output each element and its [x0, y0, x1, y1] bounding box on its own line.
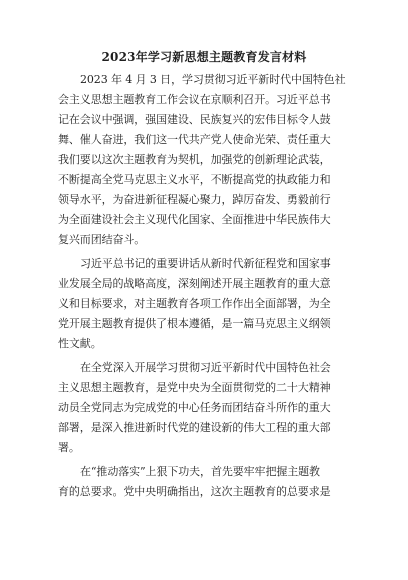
text-line: 2023 年 4 月 3 日，学习贯彻习近平新时代中国特色社 [80, 73, 346, 86]
text-line: 领导水平，为奋进新征程凝心聚力，踔厉奋发、勇毅前行 [58, 193, 331, 206]
paragraph-4 [58, 462, 346, 502]
text-line: 义和目标要求，对主题教育各项工作作出全面部署，为全 [58, 297, 331, 310]
paragraph-3 [58, 358, 346, 458]
text-line: 性文献。 [58, 337, 102, 350]
text-line: 不断提高全党马克思主义水平，不断提高党的执政能力和 [58, 173, 331, 186]
text-line: 党开展主题教育提供了根本遵循，是一篇马克思主义纲领 [58, 317, 331, 330]
text-line: 会主义思想主题教育工作会议在京顺利召开。习近平总书 [58, 93, 331, 106]
text-line: 舞、催人奋进，我们这一代共产党人使命光荣、责任重大 [58, 133, 331, 146]
text-line: 复兴而团结奋斗。 [58, 233, 146, 246]
text-line: 习近平总书记的重要讲话从新时代新征程党和国家事 [80, 257, 331, 270]
text-line: 署。 [58, 441, 80, 454]
text-line: 为全面建设社会主义现代化国家、全面推进中华民族伟大 [58, 213, 331, 226]
text-line: 动员全党同志为完成党的中心任务而团结奋斗所作的重大 [58, 401, 331, 414]
paragraph-2 [58, 254, 346, 354]
document-body [58, 70, 346, 506]
text-line: 记在会议中强调，强国建设、民族复兴的宏伟目标令人鼓 [58, 113, 331, 126]
text-line: 业发展全局的战略高度，深刻阐述开展主题教育的重大意 [58, 277, 331, 290]
text-line: 育的总要求。党中央明确指出，这次主题教育的总要求是 [58, 485, 331, 498]
text-line: 我们要以这次主题教育为契机，加强党的创新理论武装， [58, 153, 331, 166]
text-line: 在“推动落实”上狠下功夫，首先要牢牢把握主题教 [80, 465, 320, 478]
text-line: 部署，是深入推进新时代党的建设新的伟大工程的重大部 [58, 421, 331, 434]
document-title: 2023年学习新思想主题教育发言材料 [101, 50, 307, 64]
paragraph-1 [58, 70, 346, 250]
text-line: 在全党深入开展学习贯彻习近平新时代中国特色社会 [80, 361, 331, 374]
text-line: 主义思想主题教育，是党中央为全面贯彻党的二十大精神 [58, 381, 331, 394]
